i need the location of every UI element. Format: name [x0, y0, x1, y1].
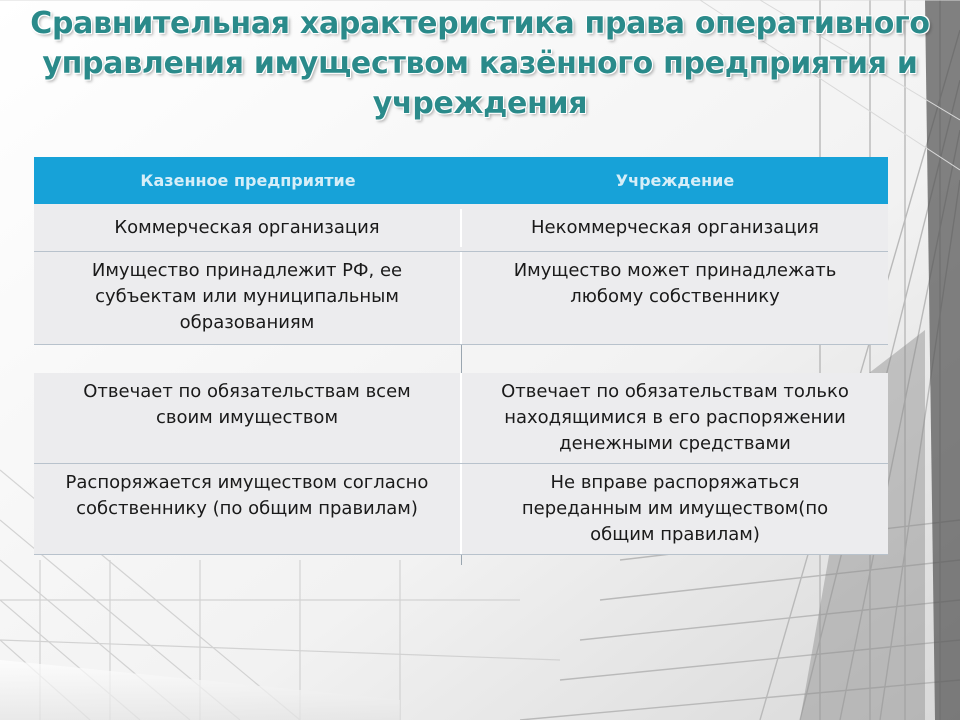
table-row: [34, 464, 888, 555]
table-row: [34, 373, 888, 464]
slide-title: Сравнительная характеристика права оперативного управления имуществом казённого предприятия и учреждения: [30, 6, 930, 121]
table-header-row: [34, 157, 888, 204]
table-cell: Отвечает по обязательствам только находящимися в его распоряжении денежными средствами: [501, 381, 849, 454]
table-row: [34, 252, 888, 345]
table-row: [34, 204, 888, 252]
comparison-table-top: [34, 157, 888, 345]
table-cell: Некоммерческая организация: [531, 216, 819, 238]
header-kazennoe-predpriyatie: Казенное предприятие: [140, 171, 356, 190]
table-cell: Не вправе распоряжаться переданным им имуществом(по общим правилам): [521, 472, 829, 545]
header-uchrezhdenie: Учреждение: [615, 171, 735, 190]
table-cell: Имущество может принадлежать любому собственнику: [513, 260, 837, 307]
table-cell: Коммерческая организация: [34, 209, 462, 247]
comparison-table-bottom: [34, 373, 888, 555]
table-cell: Распоряжается имуществом согласно собственнику (по общим правилам): [34, 464, 462, 554]
table-cell: Имущество принадлежит РФ, ее субъектам или муниципальным образованиям: [34, 252, 462, 344]
table-cell: Отвечает по обязательствам всем своим имуществом: [34, 373, 462, 463]
